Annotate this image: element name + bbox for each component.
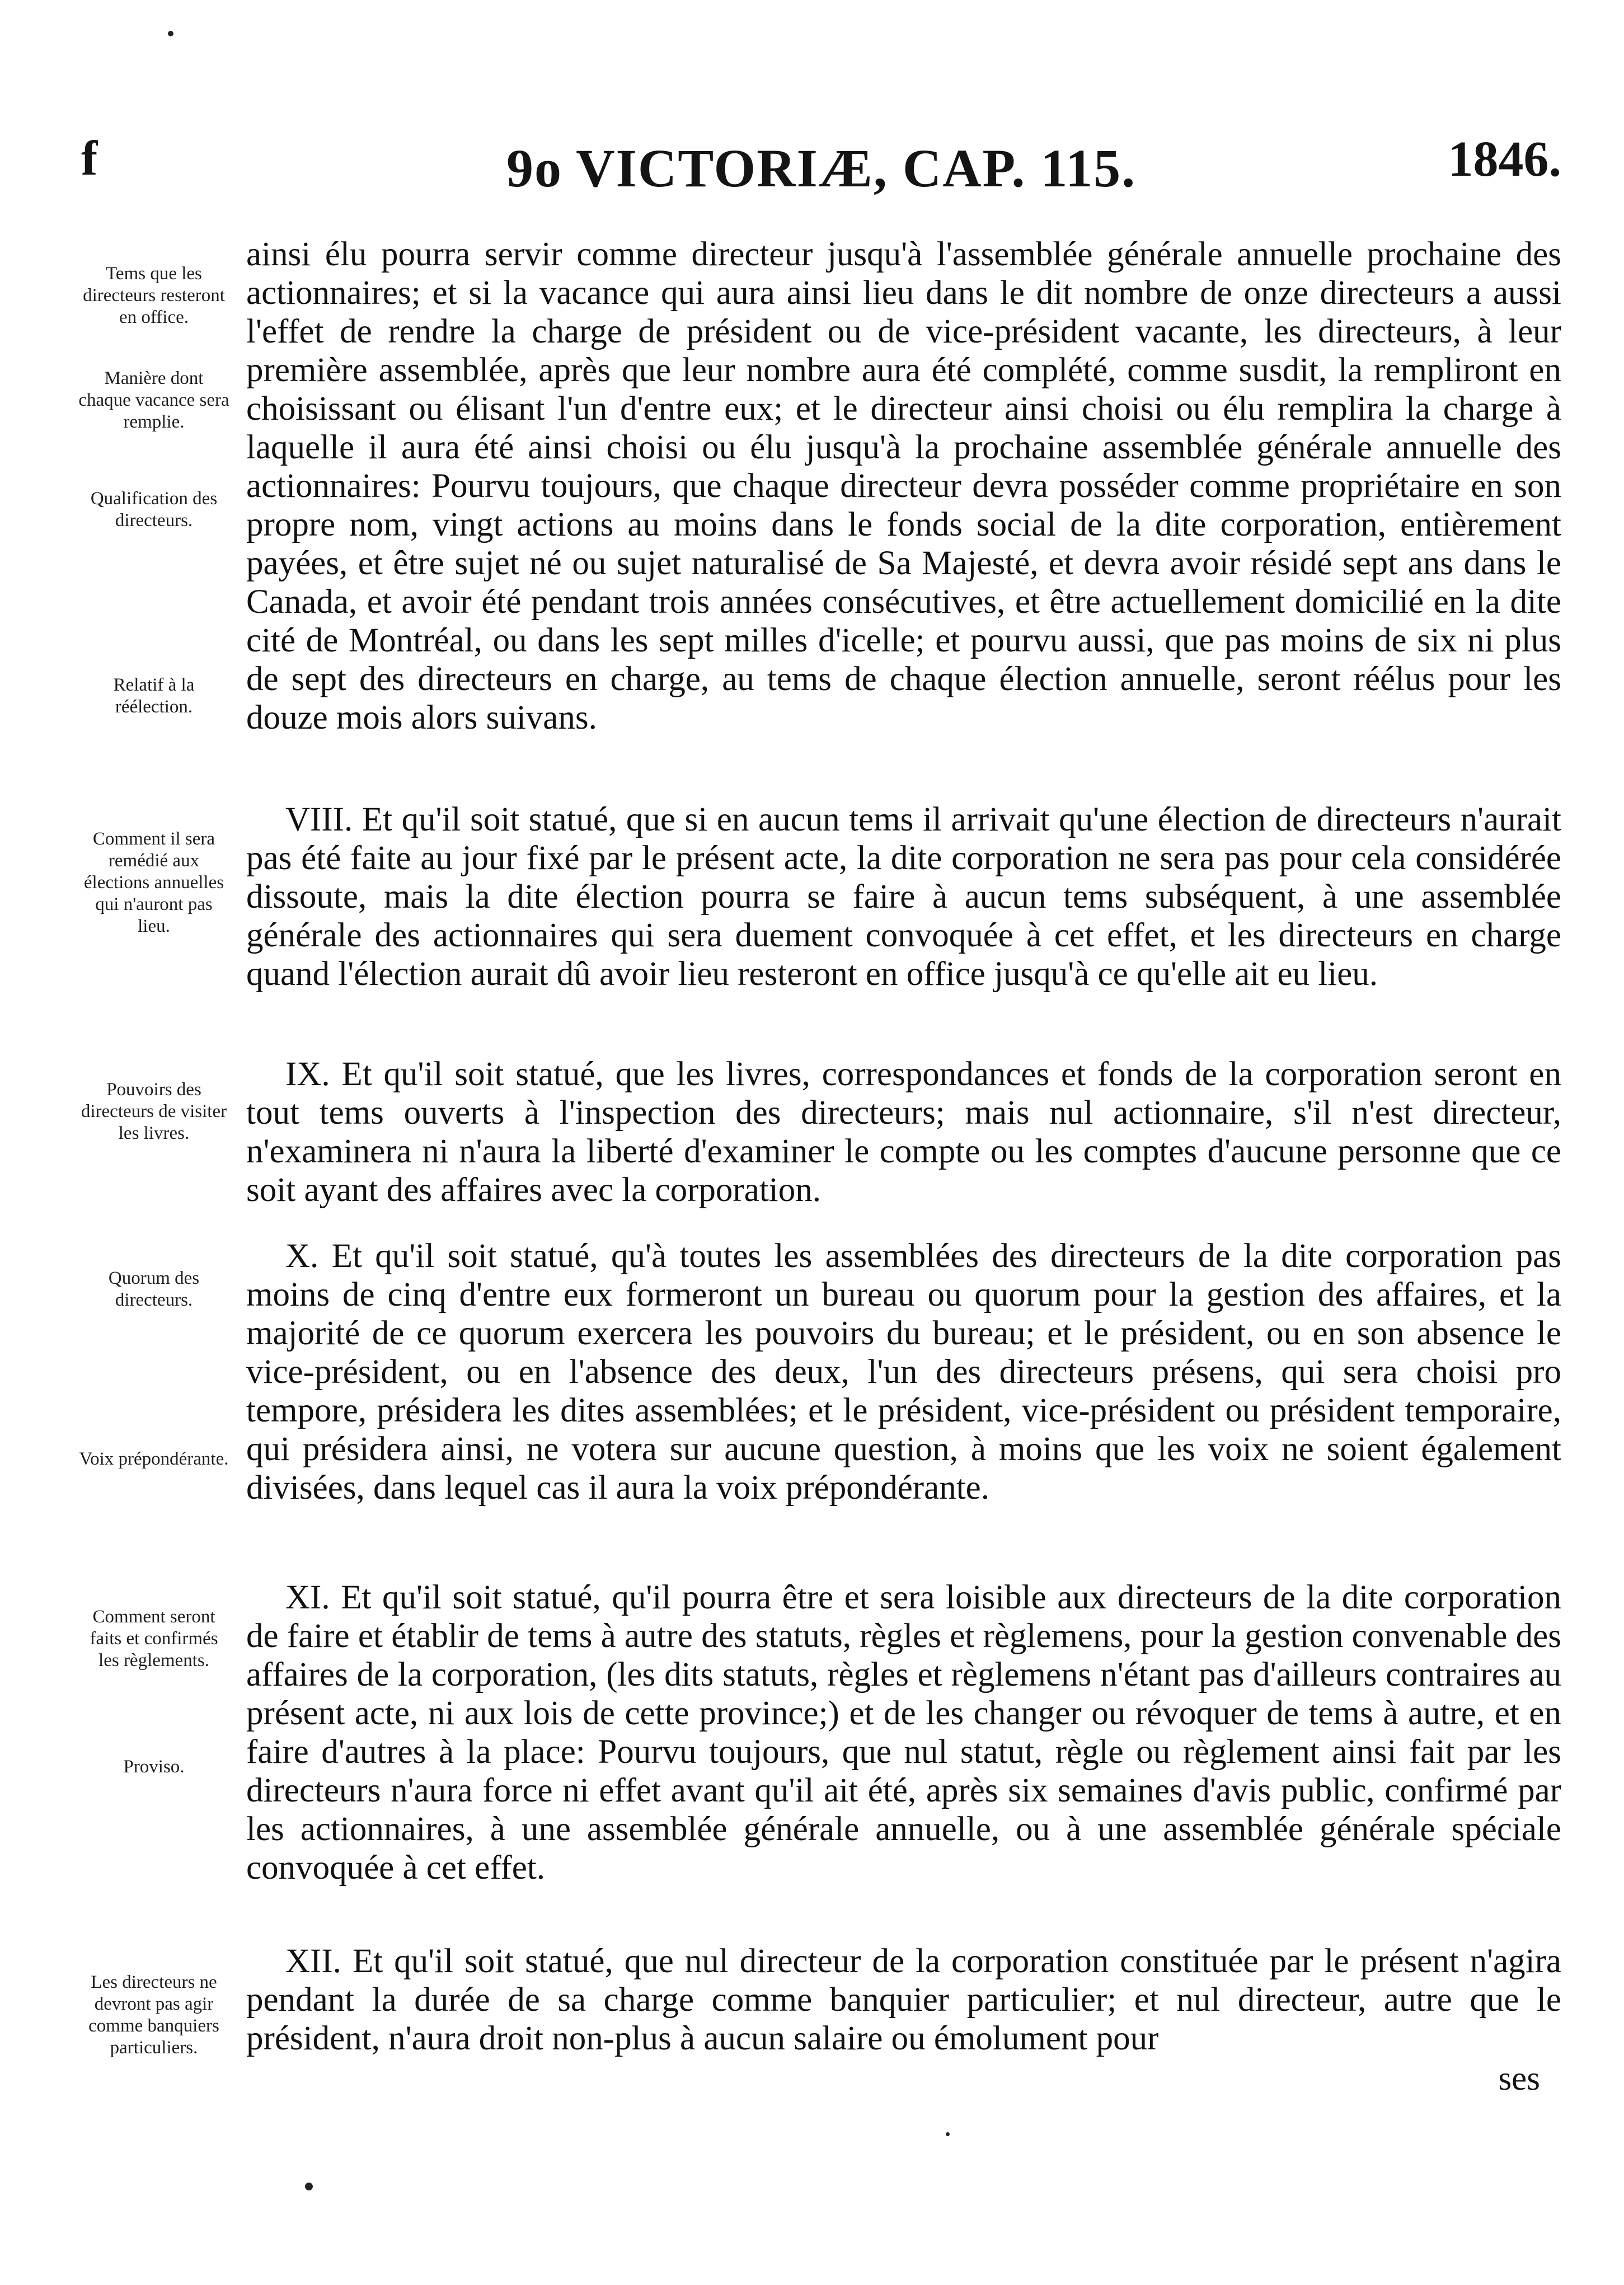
signature-mark: f bbox=[81, 132, 98, 186]
section-text bbox=[246, 1237, 1561, 1507]
section-text bbox=[246, 235, 1561, 737]
margin-note: Les directeurs ne devront pas agir comme banquiers particuliers. bbox=[88, 1972, 219, 2058]
ink-speck bbox=[946, 2132, 950, 2136]
section-number: X. bbox=[285, 1237, 319, 1275]
margin-note: Voix prépondérante. bbox=[79, 1449, 229, 1469]
margin-note: Pouvoirs des directeurs de visiter les livres. bbox=[81, 1080, 227, 1143]
section-number: XII. bbox=[285, 1943, 341, 1980]
ink-speck bbox=[168, 31, 173, 36]
paragraph-body: Et qu'il soit statué, qu'il pourra être et sera loisible aux directeurs de la dite corporation de faire et établir de tems à autre des statuts, règles et règlemens, pour la gestion convenable des affaires de la corporation, (les dits statuts, règles et règlemens n'étant pas d'ailleurs contraires au présent acte, ni aux lois de cette province;) et de les changer ou révoquer de tems à autre, et en faire d'autres à la place: Pourvu toujours, que nul statut, règle ou règlement ainsi fait par les directeurs n'aura force ni effet avant qu'il ait été, après six semaines d'avis public, confirmé par les actionnaires, à une assemblée générale annuelle, ou à une assemblée générale spéciale convoquée à cet effet. bbox=[246, 1579, 1561, 1887]
margin-note: Qualification des directeurs. bbox=[90, 489, 218, 531]
margin-note: Comment seront faits et confirmés les règlements. bbox=[90, 1607, 218, 1671]
paragraph-body: Et qu'il soit statué, qu'à toutes les assemblées des directeurs de la dite corporation pas moins de cinq d'entre eux formeront un bureau ou quorum pour la gestion des affaires, et la majorité de ce quorum exercera les pouvoirs du bureau; et le président, ou en son absence le vice-président, ou en l'absence des deux, l'un des directeurs présens, qui sera choisi pro tempore, présidera les dites assemblées; et le président, vice-président ou président temporaire, qui présidera ainsi, ne votera sur aucune question, à moins que les voix ne soient également divisées, dans lequel cas il aura la voix prépondérante. bbox=[246, 1237, 1561, 1507]
section-text bbox=[246, 1055, 1561, 1209]
paragraph-body: Et qu'il soit statué, que les livres, correspondances et fonds de la corporation seront en tout tems ouverts à l'inspection des directeurs; mais nul actionnaire, s'il n'est directeur, n'examinera ni n'aura la liberté d'examiner le compte ou les comptes d'aucune personne que ce soit ayant des affaires avec la corporation. bbox=[246, 1055, 1562, 1209]
section-text bbox=[246, 1578, 1561, 1887]
ink-speck bbox=[305, 2183, 313, 2190]
paragraph-body: Et qu'il soit statué, que si en aucun tems il arrivait qu'une élection de directeurs n'aurait pas été faite au jour fixé par le présent acte, la dite corporation ne sera pas pour cela considérée dissoute, mais la dite élection pourra se faire à aucun tems subséquent, à une assemblée générale des actionnaires qui sera duement convoquée à cet effet, et les directeurs en charge quand l'élection aurait dû avoir lieu resteront en office jusqu'à ce qu'elle ait eu lieu. bbox=[246, 801, 1561, 993]
page-year: 1846. bbox=[1448, 132, 1561, 187]
margin-note: Proviso. bbox=[123, 1757, 185, 1777]
section-number: IX. bbox=[285, 1055, 330, 1093]
catchword: ses bbox=[1498, 2060, 1540, 2098]
section-number: VIII. bbox=[285, 801, 353, 838]
margin-note: Relatif à la réélection. bbox=[113, 675, 195, 717]
paragraph-body: Et qu'il soit statué, que nul directeur de la corporation constituée par le présent n'agira pendant la durée de sa charge comme banquier particulier; et nul directeur, autre que le président, n'aura droit non-plus à aucun salaire ou émolument pour bbox=[246, 1943, 1561, 2057]
section-number: XI. bbox=[285, 1579, 330, 1616]
running-title: 9o VICTORIÆ, CAP. 115. bbox=[506, 138, 1137, 198]
section-text bbox=[246, 800, 1561, 993]
section-text bbox=[246, 1942, 1561, 2058]
margin-note: Manière dont chaque vacance sera remplie. bbox=[78, 368, 229, 432]
margin-note: Tems que les directeurs resteront en office. bbox=[83, 264, 225, 327]
paragraph-body: ainsi élu pourra servir comme directeur jusqu'à l'assemblée générale annuelle prochaine des actionnaires; et si la vacance qui aura ainsi lieu dans le dit nombre de onze directeurs a aussi l'effet de rendre la charge de président ou de vice-président vacante, les directeurs, à leur première assemblée, après que leur nombre aura été complété, comme susdit, la rempliront en choisissant ou élisant l'un d'entre eux; et le directeur ainsi choisi ou élu remplira la charge à laquelle il aura été ainsi choisi ou élu jusqu'à la prochaine assemblée générale annuelle des actionnaires: Pourvu toujours, que chaque directeur devra posséder comme propriétaire en son propre nom, vingt actions au moins dans le fonds social de la dite corporation, entièrement payées, et être sujet né ou sujet naturalisé de Sa Majesté, et devra avoir résidé sept ans dans le Canada, et avoir été pendant trois années consécutives, et être actuellement domicilié en la dite cité de Montréal, ou dans les sept milles d'icelle; et pourvu aussi, que pas moins de six ni plus de sept des directeurs en charge, au tems de chaque élection annuelle, seront réélus pour les douze mois alors suivans. bbox=[246, 236, 1561, 736]
margin-note: Quorum des directeurs. bbox=[108, 1268, 200, 1310]
page-header bbox=[81, 115, 1561, 199]
margin-note: Comment il sera remédié aux élections annuelles qui n'auront pas lieu. bbox=[83, 829, 224, 936]
